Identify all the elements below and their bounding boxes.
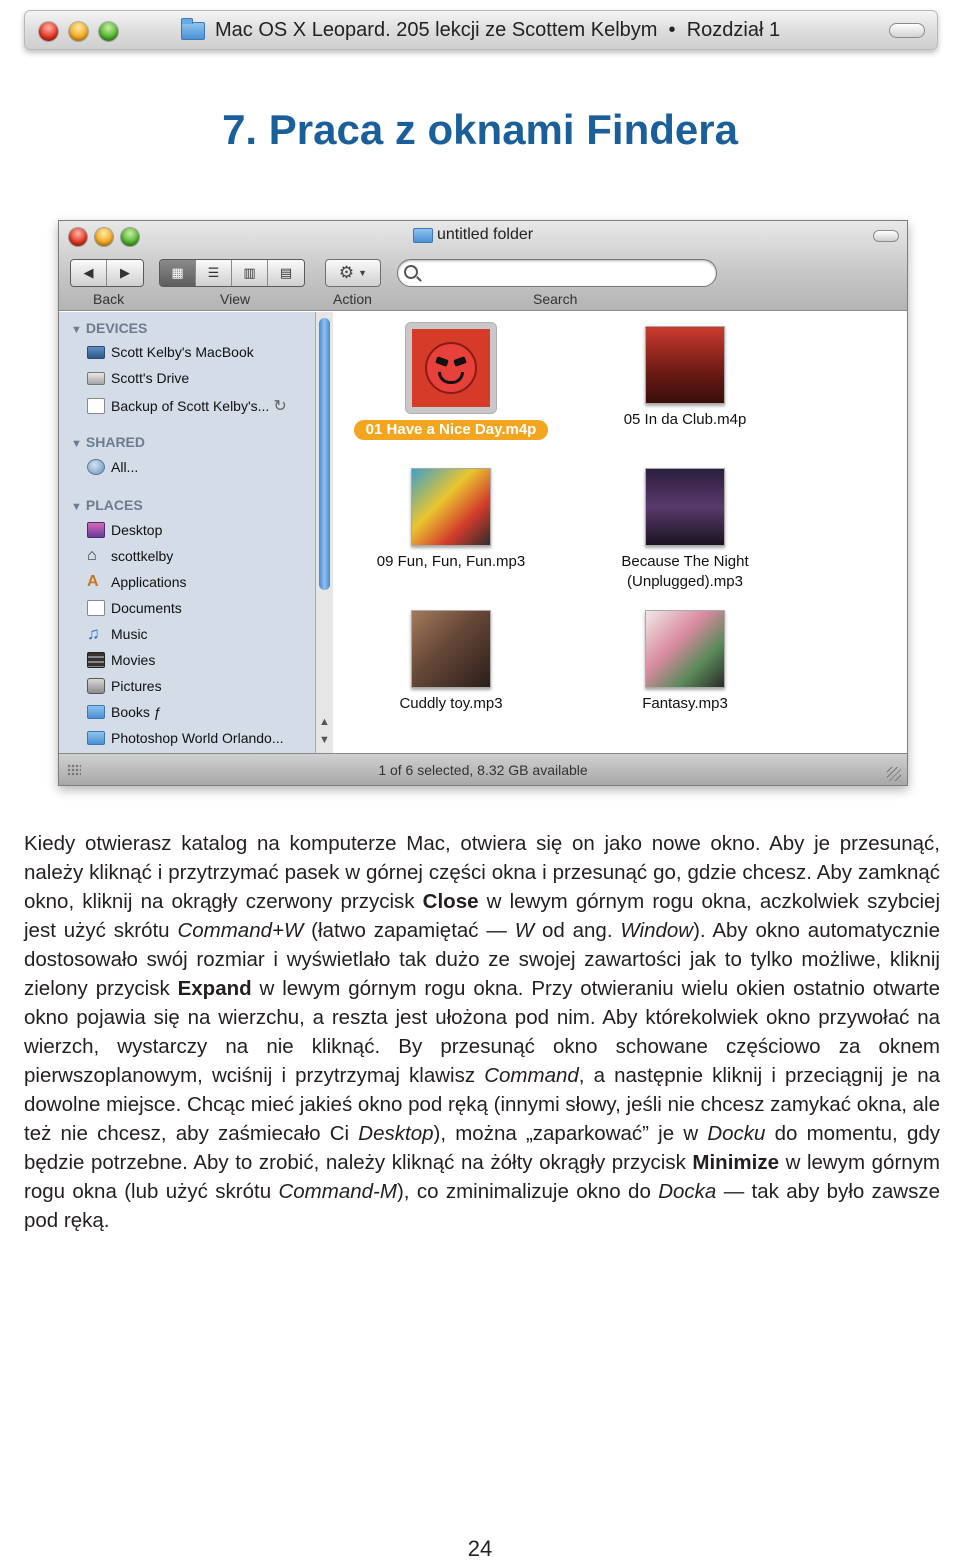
status-text: 1 of 6 selected, 8.32 GB available [378, 762, 588, 778]
sidebar-item-pictures[interactable]: Pictures [87, 678, 162, 694]
finder-window-screenshot [58, 220, 908, 786]
forward-button[interactable]: ▶ [107, 260, 143, 286]
sidebar-item-applications[interactable]: A Applications [87, 573, 187, 590]
sidebar-item-documents[interactable]: Documents [87, 600, 182, 616]
finder-zoom-button[interactable] [121, 228, 139, 246]
sidebar-item-music[interactable]: ♫ Music [87, 624, 148, 643]
album-art-icon [411, 610, 491, 688]
sidebar-heading-places[interactable]: ▼ PLACES [71, 497, 143, 513]
sidebar-item-books[interactable]: Books ƒ [87, 704, 162, 720]
scroll-up-icon[interactable]: ▲ [319, 716, 330, 728]
folder-icon [413, 228, 433, 243]
gear-icon: ⚙ [338, 263, 355, 282]
sidebar-item-movies[interactable]: Movies [87, 652, 155, 668]
drive-icon [87, 372, 105, 385]
sidebar-item-macbook[interactable]: Scott Kelby's MacBook [87, 344, 254, 360]
close-button-icon [39, 22, 58, 41]
chevron-down-icon: ▼ [358, 268, 368, 278]
file-item[interactable] [575, 610, 795, 714]
network-icon [87, 459, 105, 475]
album-art-icon [645, 326, 725, 404]
zoom-button-icon [99, 22, 118, 41]
list-view-button[interactable]: ☰ [196, 260, 232, 286]
minimize-button-icon [69, 22, 88, 41]
sidebar-scrollbar[interactable] [315, 312, 333, 755]
book-header-bar [24, 10, 938, 50]
sidebar-heading-shared[interactable]: ▼ SHARED [71, 434, 146, 450]
file-item[interactable] [575, 326, 795, 430]
toolbar-toggle-button[interactable] [873, 230, 899, 242]
album-art-icon [645, 468, 725, 546]
documents-icon [87, 600, 105, 616]
file-name: 09 Fun, Fun, Fun.mp3 [376, 553, 526, 570]
applications-icon: A [87, 573, 99, 590]
folder-icon [87, 731, 105, 745]
disclosure-triangle-icon: ▼ [71, 438, 82, 450]
finder-sidebar [59, 312, 315, 755]
sidebar-item-home[interactable]: ⌂ scottkelby [87, 547, 174, 564]
file-item[interactable] [575, 468, 795, 592]
toolbar-toggle-icon [889, 23, 925, 38]
laptop-icon [87, 346, 105, 359]
scroll-down-icon[interactable]: ▼ [319, 734, 330, 746]
file-name: Fantasy.mp3 [642, 695, 728, 712]
action-label: Action [333, 291, 372, 307]
back-label: Back [93, 291, 125, 307]
file-name: Because The Night (Unplugged).mp3 [621, 553, 749, 590]
body-paragraph: Kiedy otwierasz katalog na komputerze Mac, otwiera się on jako nowe okno. Aby je przesunąć, należy kliknąć i przytrzymać pasek w górnej części okna i przesunąć go, gdzie chcesz. Aby zamknąć okno, kliknij na okrągły czerwony przycisk Close w lewym górnym rogu okna, aczkolwiek szybciej jest użyć skrótu Command+W (łatwo zapamiętać — W od ang. Window). Aby okno automatycznie dostosowało swój rozmiar i wyświetlało tak dużo ze swojej zawartości jak to tylko możliwe, kliknij zielony przycisk Expand w lewym górnym rogu okna. Przy otwieraniu wielu okien ostatnio otwarte okno pojawia się na wierzchu, a reszta jest ułożona pod nim. Aby którekolwiek okno przywołać na wierzch, wystarczy na nie kliknąć. By przesunąć okno schowane częściowo za oknem pierwszoplanowym, wciśnij i przytrzymaj klawisz Command, a następnie kliknij i przeciągnij je na dowolne miejsce. Chcąc mieć jakieś okno pod ręką (innymi słowy, jeśli nie chcesz zamykać okna, ale też nie chcesz, aby zaśmiecało Ci Desktop), można „zaparkować” je w Docku do momentu, gdy będzie potrzebne. Aby to zrobić, należy kliknąć na żółty okrągły przycisk Minimize w lewym górnym rogu okna (lub użyć skrótu Command-M), co zminimalizuje okno do Docka — tak aby było zawsze pod ręką. [24, 832, 941, 1232]
folder-icon [181, 22, 205, 40]
back-button[interactable]: ◀ [71, 260, 107, 286]
album-art-icon [645, 610, 725, 688]
search-label: Search [533, 291, 578, 307]
icon-view-button[interactable]: ▦ [160, 260, 196, 286]
file-name: 05 In da Club.m4p [623, 411, 747, 428]
music-icon: ♫ [87, 624, 100, 643]
back-forward-buttons [70, 259, 144, 287]
search-input[interactable] [397, 259, 717, 287]
camera-icon [87, 678, 105, 694]
coverflow-view-button[interactable]: ▤ [268, 260, 304, 286]
file-item-selected[interactable] [341, 322, 561, 440]
scrollbar-thumb[interactable] [319, 318, 330, 590]
page-number: 24 [467, 1536, 493, 1561]
folder-icon [87, 705, 105, 719]
disclosure-triangle-icon: ▼ [71, 324, 82, 336]
sidebar-item-drive[interactable]: Scott's Drive [87, 370, 189, 386]
window-resize-icon[interactable] [887, 767, 901, 781]
action-button[interactable] [325, 259, 381, 287]
section-title: 7. Praca z oknami Findera [222, 106, 738, 153]
header-title: Mac OS X Leopard. 205 lekcji ze Scottem Kelbym • Rozdział 1 [215, 19, 781, 41]
album-art-icon [405, 322, 497, 414]
sync-icon: ↻ [273, 398, 287, 415]
movies-icon [87, 652, 105, 668]
search-icon [404, 265, 418, 279]
finder-status-bar [59, 753, 907, 785]
disk-image-icon [87, 398, 105, 414]
disclosure-triangle-icon: ▼ [71, 501, 82, 513]
sidebar-item-all[interactable]: All... [87, 459, 138, 475]
desktop-icon [87, 522, 105, 538]
album-art-icon [411, 468, 491, 546]
view-buttons [159, 259, 305, 287]
finder-close-button[interactable] [69, 228, 87, 246]
file-item[interactable] [341, 468, 561, 572]
sidebar-heading-devices[interactable]: ▼ DEVICES [71, 320, 148, 336]
finder-content-area [333, 312, 907, 755]
finder-minimize-button[interactable] [95, 228, 113, 246]
view-label: View [220, 291, 251, 307]
file-name: 01 Have a Nice Day.m4p [354, 420, 549, 440]
finder-toolbar [59, 221, 907, 311]
sidebar-item-backup[interactable]: Backup of Scott Kelby's... ↻ [87, 396, 287, 416]
file-item[interactable] [341, 610, 561, 714]
home-icon: ⌂ [87, 547, 97, 564]
sidebar-item-desktop[interactable]: Desktop [87, 522, 162, 538]
smiley-face-icon [425, 342, 477, 394]
file-name: Cuddly toy.mp3 [399, 695, 503, 712]
column-view-button[interactable]: ▥ [232, 260, 268, 286]
sidebar-item-photoshop-world[interactable]: Photoshop World Orlando... [87, 730, 284, 746]
finder-window-title: untitled folder [437, 226, 534, 243]
